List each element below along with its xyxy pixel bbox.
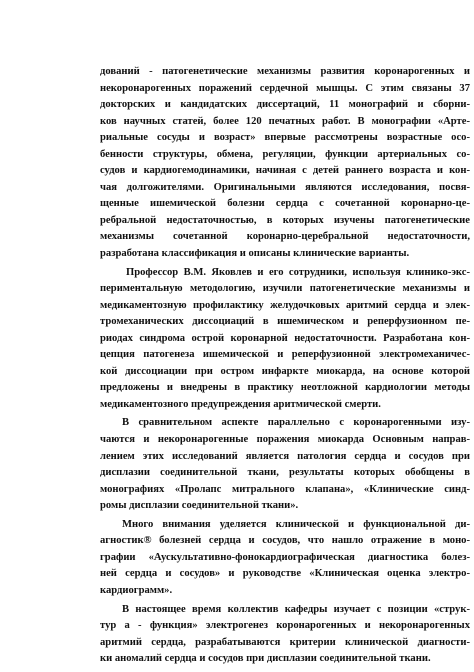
text-line: докторских и кандидатских диссертаций, 11 монографий и сборни- <box>100 99 470 111</box>
text-line: тур а - функция» электрогенез коронарогенных и некоронарогенных <box>100 620 470 632</box>
text-line: лением этих исследований является патология сердца и сосудов при <box>100 450 470 462</box>
text-line: тромеханических диссоциаций в ишемическом и реперфузионном пе- <box>100 316 470 328</box>
text-line: Много внимания уделяется клинической и функциональной ди- <box>122 518 470 530</box>
text-line: ромы дисплазии соединительной ткани». <box>100 500 299 512</box>
text-line: медикаментозную профилактику желудочковых аритмий сердца и элек- <box>100 299 470 311</box>
text-line: медикаментозного предупреждения аритмической смерти. <box>100 398 381 410</box>
text-line: монографиях «Пролапс митрального клапана», «Клинические синд- <box>100 483 470 495</box>
text-line: В настоящее время коллектив кафедры изучает с позиции «струк- <box>122 603 470 615</box>
text-line: риодах синдрома острой коронарной недостаточности. Разработана кон- <box>100 332 470 344</box>
text-line: ней сердца и сосудов» и руководстве «Клиническая оценка электро- <box>100 568 470 580</box>
text-line: периментальную методологию, изучили патогенетические механизмы и <box>100 283 470 295</box>
text-line: графии «Аускультативно-фонокардиографическая диагностика болез- <box>100 551 470 563</box>
text-line: щенные ишемической болезни сердца с сочетанной коронарно-це- <box>100 198 470 210</box>
text-line: Профессор В.М. Яковлев и его сотрудники, используя клинико-экс- <box>126 266 470 278</box>
text-line: разработана классификация и описаны клинические варианты. <box>100 248 410 260</box>
text-line: В сравнительном аспекте параллельно с коронарогенными изу- <box>122 417 470 429</box>
text-line: предложены и внедрены в практику неотложной кардиологии методы <box>100 382 470 394</box>
text-line: ребральной недостаточностью, в которых изучены патогенетические <box>100 214 470 226</box>
text-line: ки аномалий сердца и сосудов при дисплазии соединительной ткани. <box>100 653 431 665</box>
text-line: кардиограмм». <box>100 584 173 596</box>
text-line: аритмий сердца, разрабатываются критерии клинической диагности- <box>100 636 470 648</box>
text-line: судов и кардиогемодинамики, начиная с детей раннего возраста и кон- <box>100 165 470 177</box>
paragraph-4 <box>100 517 470 600</box>
text-line: чаются и некоронарогенные поражения миокарда Основным направ- <box>100 434 470 446</box>
text-line: бенности структуры, обмена, регуляции, функции артериальных со- <box>100 148 470 160</box>
text-line: некоронарогенных поражений сердечной мышцы. С этим связаны 37 <box>100 82 470 94</box>
paragraph-5 <box>100 602 470 668</box>
text-line: ков научных статей, более 120 печатных работ. В монографии «Арте- <box>100 115 470 127</box>
text-line: чая долгожителями. Оригинальными являются исследования, посвя- <box>100 181 470 193</box>
text-line: механизмы сочетанной коронарно-церебральной недостаточности, <box>100 231 470 243</box>
text-line: цепция патогенеза ишемической и реперфузионной электромеханичес- <box>100 349 470 361</box>
paragraph-3 <box>100 415 470 514</box>
text-line: агностик® болезней сердца и сосудов, что нашло отражение в моно- <box>100 535 470 547</box>
text-line: кой диссоциации при остром инфаркте миокарда, на основе которой <box>100 365 470 377</box>
paragraph-1 <box>100 64 470 263</box>
text-line: дований - патогенетические механизмы развития коронарогенных и <box>100 66 470 77</box>
text-line: риальные сосуды и возраст» впервые рассмотрены возрастные осо- <box>100 132 470 144</box>
body-text <box>100 64 470 668</box>
paragraph-2 <box>100 265 470 414</box>
text-line: дисплазии соединительной ткани, результаты которых обобщены в <box>100 467 470 479</box>
